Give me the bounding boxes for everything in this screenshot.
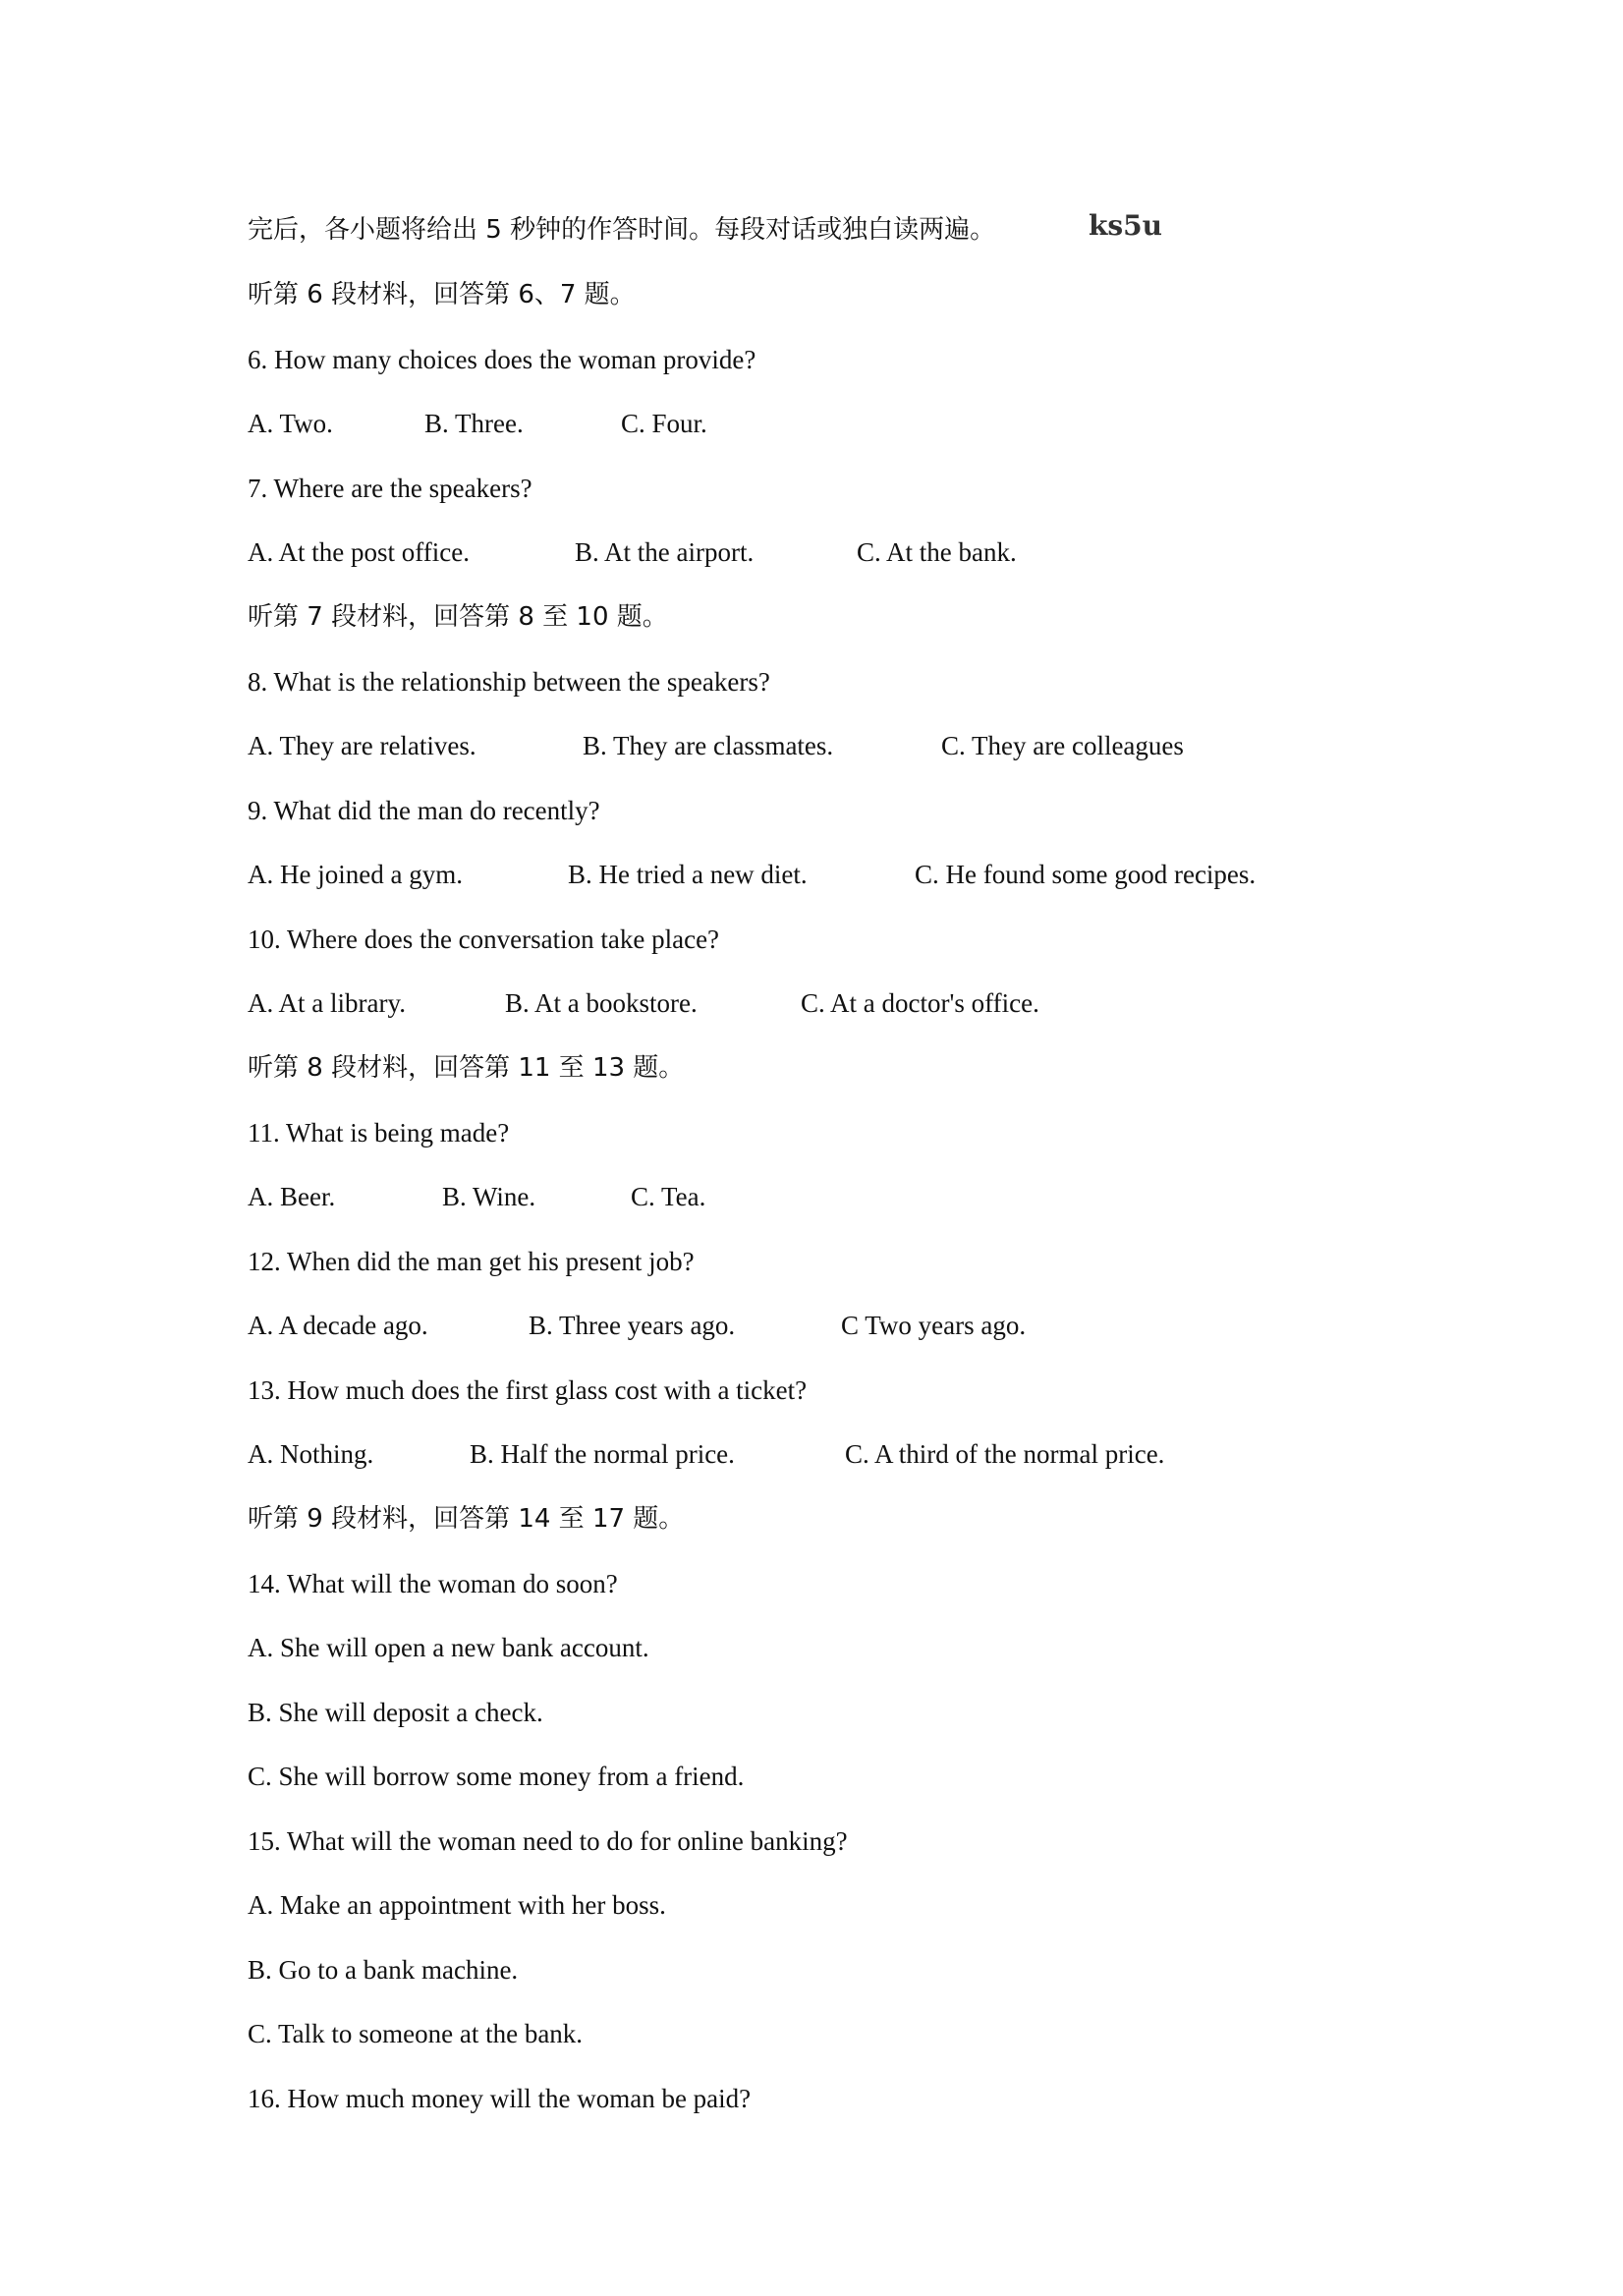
question-14: 14. What will the woman do soon? [248, 1569, 618, 1598]
q10-option-c: C. At a doctor's office. [801, 988, 1039, 1018]
q12-option-a: A. A decade ago. [248, 1311, 428, 1340]
question-15: 15. What will the woman need to do for online banking? [248, 1826, 848, 1856]
q13-option-c: C. A third of the normal price. [845, 1439, 1165, 1469]
q7-option-c: C. At the bank. [857, 537, 1017, 567]
q11-option-b: B. Wine. [442, 1182, 536, 1211]
q7-option-b: B. At the airport. [575, 537, 755, 567]
question-6: 6. How many choices does the woman provide? [248, 345, 756, 374]
q8-option-c: C. They are colleagues [941, 731, 1184, 760]
section-6-heading: 听第 6 段材料，回答第 6、7 题。 [248, 280, 636, 309]
q15-option-b: B. Go to a bank machine. [248, 1955, 519, 1985]
q15-option-a: A. Make an appointment with her boss. [248, 1890, 666, 1920]
q14-option-a: A. She will open a new bank account. [248, 1633, 649, 1662]
section-9-heading: 听第 9 段材料，回答第 14 至 17 题。 [248, 1504, 685, 1534]
question-10: 10. Where does the conversation take place? [248, 924, 720, 954]
q12-option-b: B. Three years ago. [529, 1311, 736, 1340]
intro-line: 完后，各小题将给出 5 秒钟的作答时间。每段对话或独白读两遍。 [248, 215, 996, 245]
q15-option-c: C. Talk to someone at the bank. [248, 2019, 584, 2048]
q12-option-c: C Two years ago. [841, 1311, 1027, 1340]
q11-option-c: C. Tea. [631, 1182, 706, 1211]
q11-option-a: A. Beer. [248, 1182, 336, 1211]
watermark-logo: ks5u [1089, 209, 1163, 242]
section-7-heading: 听第 7 段材料，回答第 8 至 10 题。 [248, 602, 668, 632]
q8-option-a: A. They are relatives. [248, 731, 476, 760]
q6-option-a: A. Two. [248, 409, 333, 438]
q9-option-c: C. He found some good recipes. [915, 860, 1257, 889]
section-8-heading: 听第 8 段材料，回答第 11 至 13 题。 [248, 1053, 685, 1083]
q14-option-c: C. She will borrow some money from a friend. [248, 1762, 745, 1791]
q10-option-a: A. At a library. [248, 988, 406, 1018]
q10-option-b: B. At a bookstore. [505, 988, 698, 1018]
q8-option-b: B. They are classmates. [583, 731, 834, 760]
q9-option-a: A. He joined a gym. [248, 860, 463, 889]
question-9: 9. What did the man do recently? [248, 796, 600, 825]
question-16: 16. How much money will the woman be paid? [248, 2084, 752, 2113]
question-12: 12. When did the man get his present job? [248, 1247, 695, 1276]
q7-option-a: A. At the post office. [248, 537, 470, 567]
question-13: 13. How much does the first glass cost with a ticket? [248, 1375, 808, 1405]
q6-option-b: B. Three. [424, 409, 524, 438]
q9-option-b: B. He tried a new diet. [568, 860, 808, 889]
question-7: 7. Where are the speakers? [248, 474, 532, 503]
question-8: 8. What is the relationship between the speakers? [248, 667, 770, 697]
question-11: 11. What is being made? [248, 1118, 510, 1148]
q13-option-b: B. Half the normal price. [470, 1439, 735, 1469]
q13-option-a: A. Nothing. [248, 1439, 374, 1469]
q6-option-c: C. Four. [621, 409, 707, 438]
q14-option-b: B. She will deposit a check. [248, 1698, 543, 1727]
